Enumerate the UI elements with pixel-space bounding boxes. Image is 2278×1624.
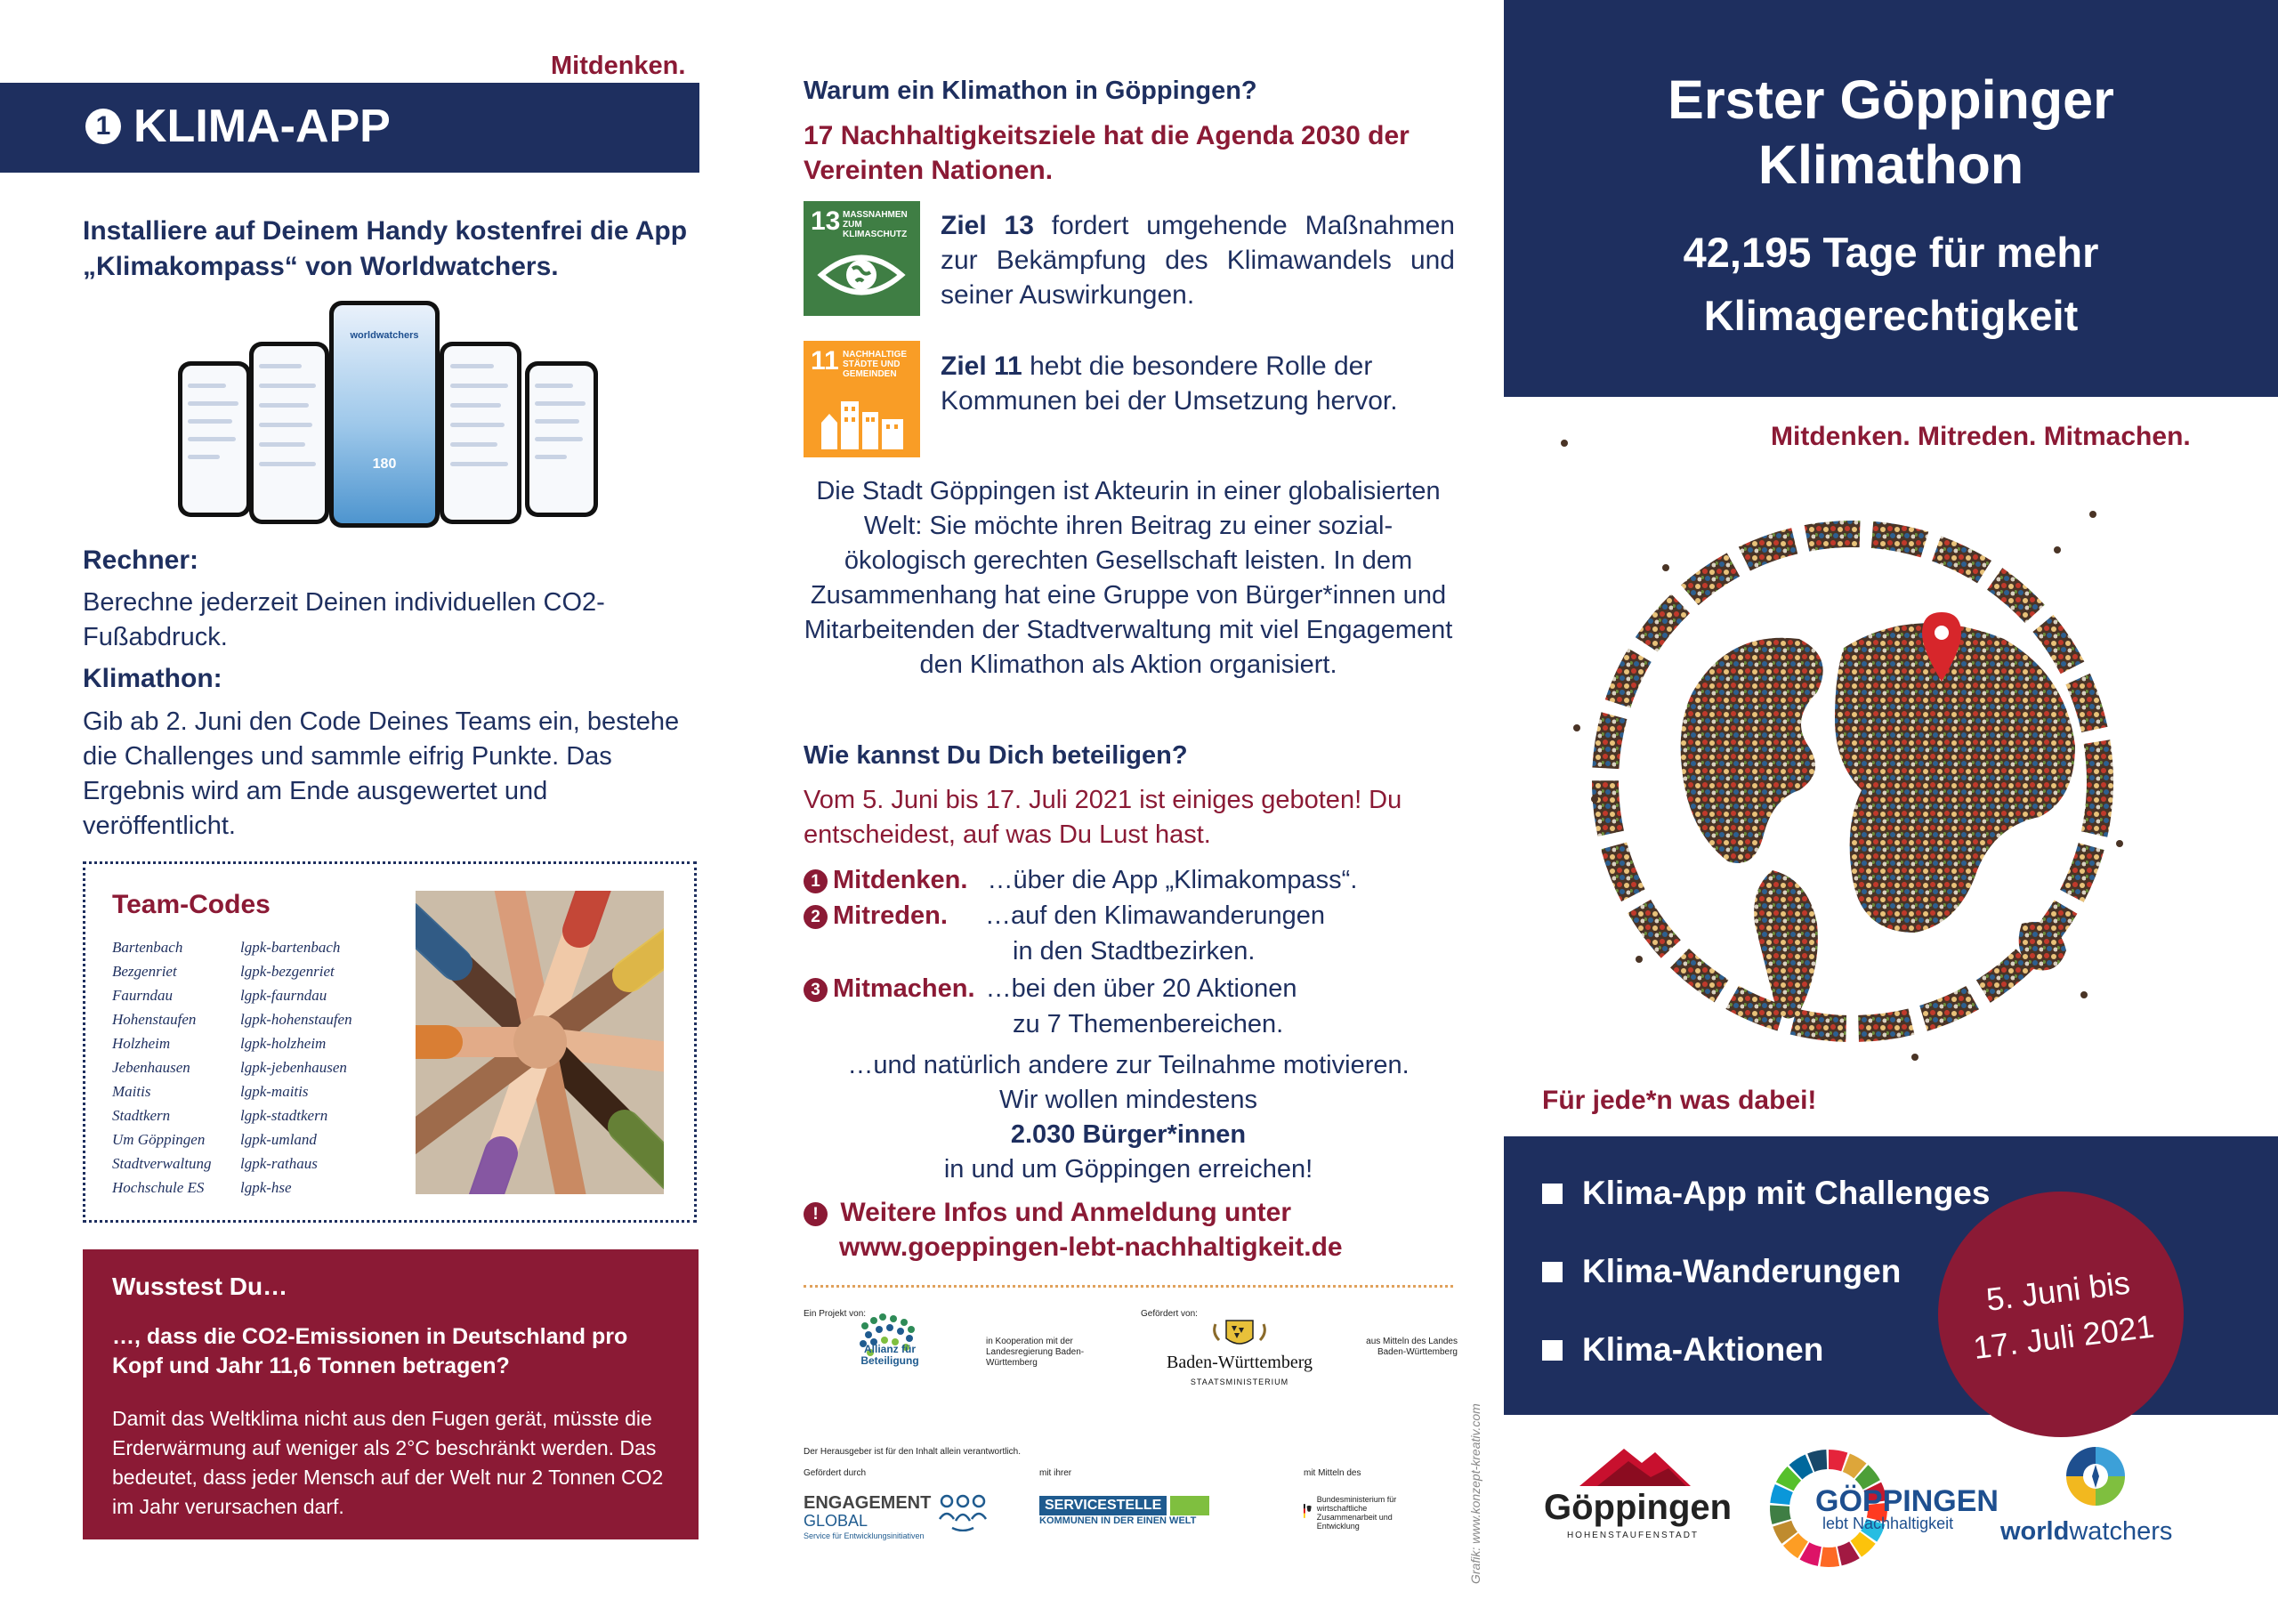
city-buildings-icon — [820, 392, 905, 449]
team-code-row — [112, 1007, 352, 1031]
action-label: Mitdenken. — [833, 866, 968, 894]
highlight-item — [1542, 1331, 1823, 1369]
warum-heading: Warum ein Klimathon in Göppingen? — [804, 77, 1257, 105]
divider — [804, 1285, 1453, 1288]
team-code-row — [112, 959, 352, 983]
engagement-sub: Service für Entwicklungsinitiativen — [804, 1531, 925, 1540]
herausgeber-note: Der Herausgeber ist für den Inhalt allein verantwortlich. — [804, 1447, 1022, 1457]
engagement-global-logo — [804, 1492, 988, 1540]
ziel-11-description: hebt die besondere Rolle der Kommunen bei der Umsetzung hervor. — [941, 351, 1398, 416]
motivation-line1: …und natürlich andere zur Teilnahme motivieren. — [847, 1051, 1410, 1079]
action-mitdenken — [804, 863, 1357, 898]
eye-globe-icon — [817, 247, 906, 303]
action-label: Mitreden. — [833, 901, 948, 930]
action-mitreden — [804, 899, 1325, 933]
motivation-goal: 2.030 Bürger*innen — [1010, 1120, 1247, 1149]
date-line2: 17. Juli 2021 — [1971, 1307, 2156, 1367]
team-code-row — [112, 1151, 352, 1176]
ww-bold: world — [2000, 1517, 2070, 1546]
main-title — [1504, 68, 2278, 198]
sdg-13-number: 13 — [811, 206, 841, 236]
servicestelle-label: SERVICESTELLE — [1039, 1496, 1167, 1515]
square-bullet-icon — [1542, 1262, 1563, 1282]
kooperation-label: in Kooperation mit der Landesregierung Baden-Württemberg — [986, 1337, 1085, 1368]
motivation-line3: in und um Göppingen erreichen! — [943, 1155, 1313, 1184]
people-globe-illustration — [1559, 425, 2129, 1084]
people-group-icon — [938, 1492, 988, 1531]
gefoerdert-von-label: Gefördert von: — [1141, 1309, 1198, 1319]
goeppingen-name: Göppingen — [1544, 1488, 1733, 1527]
weitere-infos — [804, 1195, 1444, 1264]
team-district: Bartenbach — [112, 939, 183, 956]
team-code: lgpk-holzheim — [240, 1035, 327, 1052]
rechner-heading: Rechner: — [83, 545, 199, 575]
highlight-label: Klima-Wanderungen — [1582, 1253, 1902, 1289]
bmz-logo — [1304, 1495, 1428, 1531]
mitteln-label: aus Mitteln des Landes Baden-Württemberg — [1366, 1337, 1458, 1357]
team-district: Holzheim — [112, 1035, 171, 1052]
team-code: lgpk-jebenhausen — [240, 1059, 347, 1076]
ziel-13-bold: Ziel 13 — [941, 211, 1034, 240]
team-district: Um Göppingen — [112, 1131, 206, 1148]
team-code-row — [112, 983, 352, 1007]
phone-score-label: 180 — [372, 456, 397, 472]
ziel-13-text — [941, 208, 1455, 312]
team-code: lgpk-faurndau — [240, 987, 327, 1004]
worldwatchers-name — [2000, 1517, 2172, 1547]
team-code: lgpk-stadtkern — [240, 1107, 328, 1124]
slogan: Mitdenken. Mitreden. Mitmachen. — [1771, 422, 2191, 451]
subtitle-line2: Klimagerechtigkeit — [1703, 292, 2079, 339]
phone-mockup — [249, 342, 329, 524]
servicestelle-sub: KOMMUNEN IN DER EINEN WELT — [1039, 1515, 1197, 1526]
team-code: lgpk-bezgenriet — [240, 963, 335, 980]
phone-brand-label: worldwatchers — [350, 330, 419, 341]
goeppingen-mountains-icon — [1544, 1442, 1722, 1495]
square-bullet-icon — [1542, 1340, 1563, 1361]
phone-mockup-center — [329, 301, 440, 528]
action-label: Mitmachen. — [833, 974, 975, 1003]
team-code-row — [112, 1127, 352, 1151]
team-code: lgpk-bartenbach — [240, 939, 341, 956]
highlight-label: Klima-App mit Challenges — [1582, 1175, 1991, 1211]
wusstest-question: …, dass die CO2-Emissionen in Deutschland pro Kopf und Jahr 11,6 Tonnen betragen? — [112, 1324, 628, 1378]
team-district: Hohenstaufen — [112, 1011, 197, 1028]
worldwatchers-compass-icon — [2064, 1445, 2127, 1507]
install-app-text: Installiere auf Deinem Handy kostenfrei die App „Klimakompass“ von Worldwatchers. — [83, 216, 688, 281]
global-word: GLOBAL — [804, 1511, 868, 1530]
bmz-label: Bundesministerium für wirtschaftliche Zusammenarbeit und Entwicklung — [1316, 1495, 1397, 1531]
team-code: lgpk-hohenstaufen — [240, 1011, 352, 1028]
staatsministerium-label: STAATSMINISTERIUM — [1190, 1378, 1289, 1386]
team-district: Jebenhausen — [112, 1059, 190, 1076]
federal-eagle-icon — [1304, 1495, 1312, 1527]
servicestelle-logo — [1039, 1496, 1209, 1526]
highlight-item — [1542, 1175, 1990, 1212]
hohenstaufenstadt-label: HOHENSTAUFENSTADT — [1566, 1531, 1700, 1540]
action-text: …über die App „Klimakompass“. — [987, 866, 1358, 894]
nachhaltigkeitsziele-heading: 17 Nachhaltigkeitsziele hat die Agenda 2030 der Vereinten Nationen. — [804, 121, 1410, 185]
wie-beteiligen-heading: Wie kannst Du Dich beteiligen? — [804, 741, 1188, 770]
engagement-word: ENGAGEMENT — [804, 1492, 932, 1513]
stadt-goeppingen-text: Die Stadt Göppingen ist Akteurin in einer globalisierten Welt: Sie möchte ihren Beitrag zu einer sozial-ökologisch gerechten Gesellschaft leisten. In dem Zusammenhang hat eine Gruppe von Bürger*innen und Mitarbeitenden der Stadtverwaltung mit viel Engagement den Klimathon als Aktion organisiert. — [804, 477, 1453, 679]
number-three-icon: 3 — [804, 978, 828, 1002]
wusstest-text: Damit das Weltklima nicht aus den Fugen gerät, müsste die Erderwärmung auf weniger als 2°C beschränkt werden. Das bedeutet, dass jeder Mensch auf der Welt nur 2 Tonnen CO2 im Jahr verursachen darf. — [112, 1407, 664, 1518]
main-title-line1: Erster Göppinger — [1668, 69, 2114, 130]
ziel-11-bold: Ziel 11 — [941, 351, 1022, 381]
mit-mitteln-label: mit Mitteln des — [1304, 1468, 1361, 1478]
hands-photo — [416, 891, 664, 1194]
team-code-row — [112, 1176, 352, 1200]
fuer-jede-tagline: Für jede*n was dabei! — [1542, 1086, 1817, 1115]
number-one-icon: 1 — [85, 109, 121, 144]
grafik-credit: Grafik: www.konzept-kreativ.com — [1468, 1403, 1482, 1584]
highlight-label: Klima-Aktionen — [1582, 1331, 1824, 1368]
phone-mockup — [178, 361, 251, 517]
team-codes-list — [112, 935, 352, 1200]
number-two-icon: 2 — [804, 905, 828, 929]
team-code-row — [112, 1079, 352, 1103]
action-text: …auf den Klimawanderungen — [984, 901, 1326, 930]
rechner-text: Berechne jederzeit Deinen individuellen CO2-Fußabdruck. — [83, 588, 605, 651]
team-code: lgpk-hse — [240, 1179, 292, 1196]
team-code-row — [112, 935, 352, 959]
dots-icon — [1170, 1496, 1209, 1515]
motivation-text — [804, 1048, 1453, 1187]
team-district: Maitis — [112, 1083, 151, 1100]
team-code-row — [112, 1055, 352, 1079]
number-one-icon: 1 — [804, 869, 828, 893]
mit-ihrer-label: mit ihrer — [1039, 1468, 1072, 1478]
team-district: Hochschule ES — [112, 1179, 205, 1196]
phone-mockup — [440, 342, 521, 524]
klimathon-text: Gib ab 2. Juni den Code Deines Teams ein, bestehe die Challenges und sammle eifrig Punkte. Das Ergebnis wird am Ende ausgewertet und veröffentlicht. — [83, 707, 680, 840]
website-link[interactable]: www.goeppingen-lebt-nachhaltigkeit.de — [839, 1232, 1343, 1262]
zeitraum-text: Vom 5. Juni bis 17. Juli 2021 ist einiges geboten! Du entscheidest, auf was Du Lust hast. — [804, 786, 1402, 849]
date-line1: 5. Juni bis — [1983, 1264, 2132, 1318]
sdg-13-icon — [804, 201, 920, 316]
exclamation-icon: ! — [804, 1202, 828, 1226]
team-district: Bezgenriet — [112, 963, 177, 980]
lebt-nachhaltigkeit-label: lebt Nachhaltigkeit — [1822, 1515, 1954, 1532]
team-code: lgpk-umland — [240, 1131, 317, 1148]
subtitle — [1504, 221, 2278, 347]
motivation-line2: Wir wollen mindestens — [998, 1086, 1258, 1114]
team-code-row — [112, 1031, 352, 1055]
sdg-13-label: MASSNAHMEN ZUM KLIMASCHUTZ — [843, 210, 908, 239]
team-code-row — [112, 1103, 352, 1127]
wusstest-heading: Wusstest Du… — [112, 1273, 288, 1300]
team-code: lgpk-maitis — [240, 1083, 309, 1100]
square-bullet-icon — [1542, 1184, 1563, 1204]
phone-mockup — [525, 361, 598, 517]
sdg-11-icon — [804, 341, 920, 457]
sdg-11-label: NACHHALTIGE STÄDTE UND GEMEINDEN — [843, 350, 908, 379]
subtitle-line1: 42,195 Tage für mehr — [1683, 229, 2099, 276]
mitdenken-tag: Mitdenken. — [551, 52, 686, 80]
ziel-11-text — [941, 349, 1455, 418]
action-text-line2: zu 7 Themenbereichen. — [1013, 1010, 1284, 1038]
team-district: Stadtverwaltung — [112, 1155, 212, 1172]
goeppingen-lebt-nachhaltigkeit-name: GÖPPINGEN — [1815, 1484, 1999, 1518]
klima-app-title — [85, 100, 391, 153]
allianz-beteiligung-logo — [854, 1308, 925, 1388]
highlight-item — [1542, 1253, 1901, 1290]
team-code: lgpk-rathaus — [240, 1155, 318, 1172]
main-title-line2: Klimathon — [1757, 134, 2024, 195]
allianz-label: Allianz für Beteiligung — [860, 1343, 919, 1367]
action-text-line2: in den Stadtbezirken. — [1013, 937, 1256, 966]
klima-app-title-text: KLIMA-APP — [133, 101, 391, 152]
team-district: Stadtkern — [112, 1107, 171, 1124]
team-district: Faurndau — [112, 987, 173, 1004]
baden-wuerttemberg-name: Baden-Württemberg — [1166, 1353, 1313, 1372]
ziel-13-description: fordert umgehende Maßnahmen zur Bekämpfung des Klimawandels und seiner Auswirkungen. — [941, 211, 1455, 310]
weitere-infos-text: Weitere Infos und Anmeldung unter — [840, 1198, 1292, 1227]
sdg-11-number: 11 — [811, 346, 839, 376]
app-screenshots-image — [178, 301, 605, 528]
gefoerdert-durch-label: Gefördert durch — [804, 1468, 867, 1478]
projekt-label: Ein Projekt von: — [804, 1309, 867, 1319]
action-mitmachen — [804, 972, 1297, 1006]
klimathon-heading: Klimathon: — [83, 664, 222, 693]
action-text: …bei den über 20 Aktionen — [985, 974, 1297, 1003]
ww-rest: watchers — [2069, 1517, 2173, 1546]
team-codes-title: Team-Codes — [112, 890, 271, 919]
